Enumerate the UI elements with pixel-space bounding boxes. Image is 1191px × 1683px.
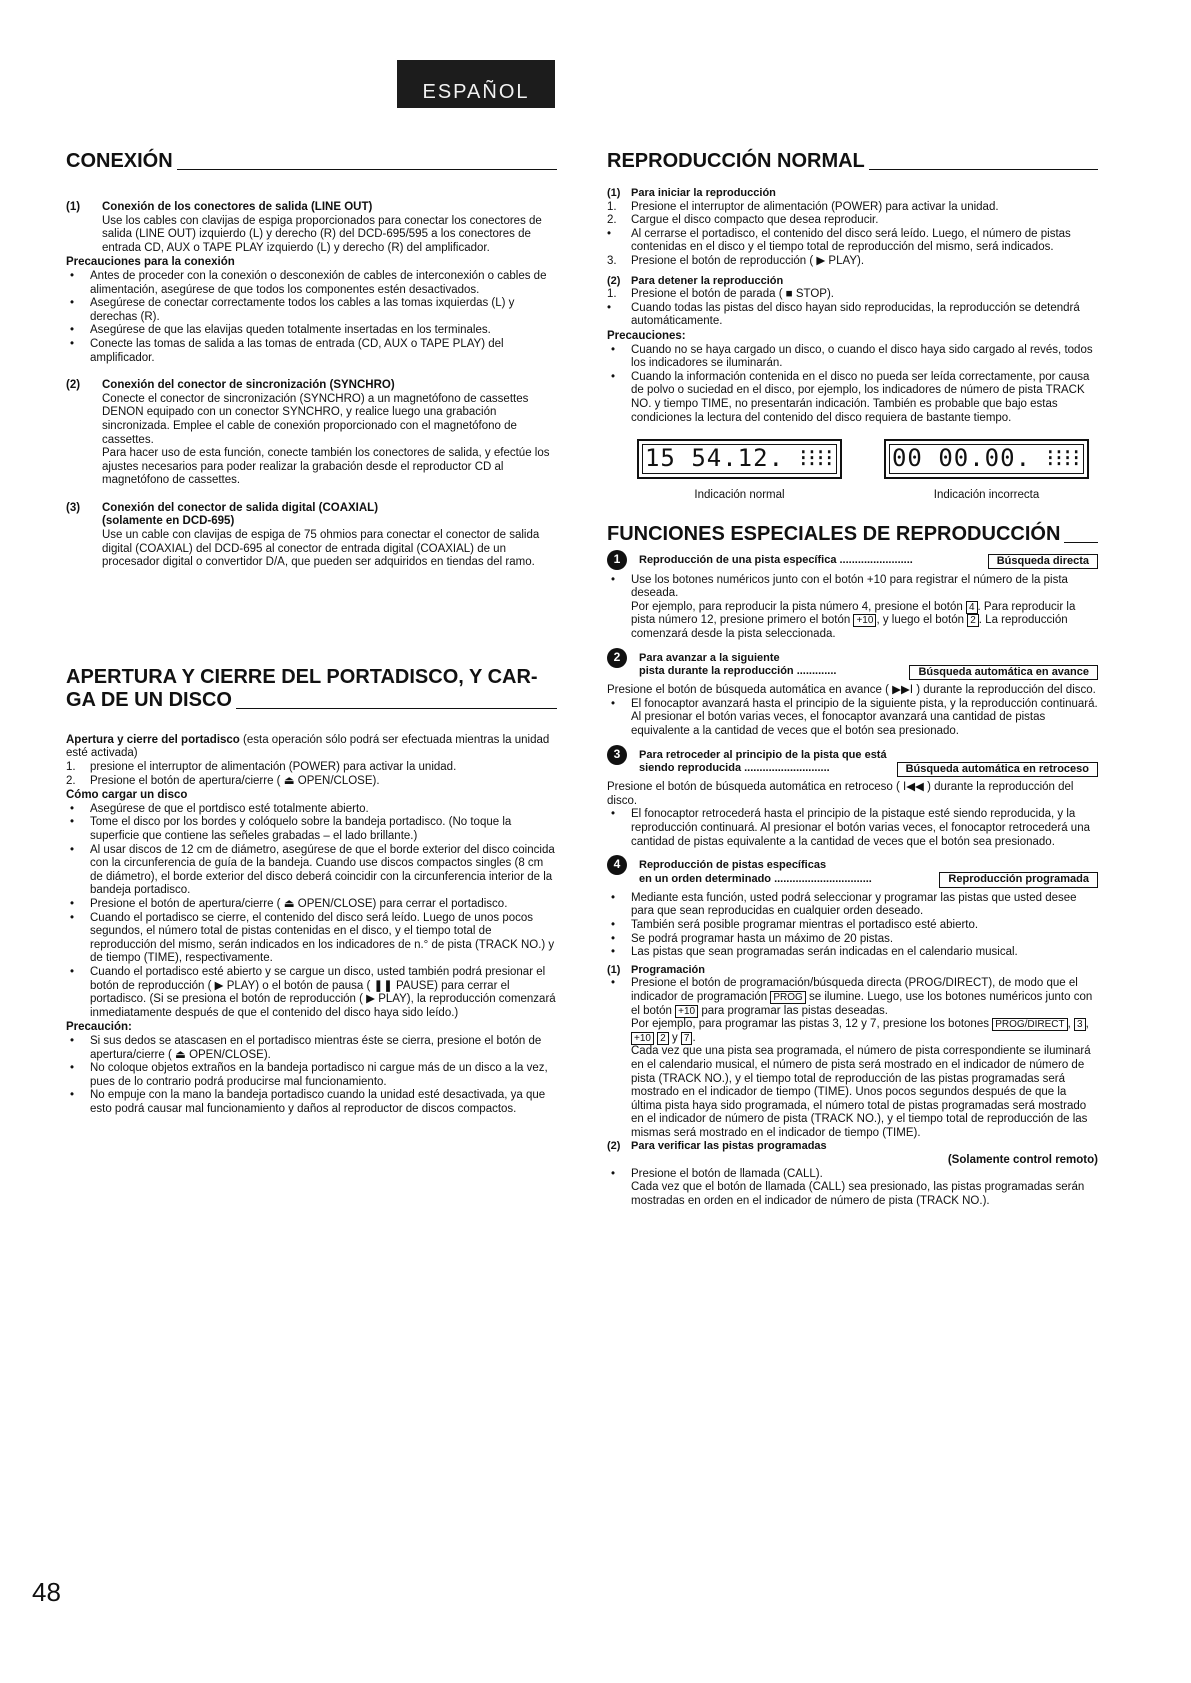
section-title-normal: REPRODUCCIÓN NORMAL [607,150,1098,173]
lcd-incorrect: 00 00.00. ⁝⁝⁝⁝ [884,439,1089,479]
list-item: • Cuando el portadisco se cierre, el contenido del disco será leído. Luego de unos pocos segundos, el número total de pistas contenidas en el disco, y el tiempo total de reproducción del mismo, serán indicados en los indicadores de n.° de pista (TRACK NO.) y de tiempo (TIME), respectivamente. [66,912,557,966]
list-item: 2. Cargue el disco compacto que desea reproducir. [607,214,879,227]
list-item: • Las pistas que sean programadas serán indicadas en el calendario musical. [607,946,1098,960]
paragraph: Presione el botón de búsqueda automática en avance ( ▶▶I ) durante la reproducción del disco. [607,684,1096,697]
number-button-4: 4 [966,601,978,614]
subheading: Cómo cargar un disco [66,789,188,802]
list-item: • Al cerrarse el portadisco, el contenido del disco será leído. Luego, el número de pistas contenidas en el disco y el tiempo total de reproducción del mismo, será indicados. [607,227,1071,254]
carga-list [66,803,557,1021]
list-item: 3. Presione el botón de reproducción ( ▶ PLAY). [607,254,865,267]
feature-auto-search-forward: 2 Para avanzar a la siguiente pista durante la reproducción ............. Búsqueda automática en avance Presione el botón de búsqueda automática en avance ( ▶▶I ) durante la reproducción del disco. • El fonocaptor avanzará hasta el principio de la siguiente pista, y la reproducción continuará. Al presionar el botón varias veces, el fonocaptor avanzará una cantidad de pistas equivalente a la cantidad de veces que el botón sea presionado. [607,652,1098,739]
list-item: • Antes de proceder con la conexión o desconexión de cables de interconexión o cables de alimentación, asegúrese de que todos los componentes estén desactivados. [66,270,557,297]
list-item: • Tome el disco por los bordes y colóquelo sobre la bandeja portadisco. (No toque la superficie que contiene las señeles grabadas – el lado brillante.) [66,816,557,843]
subheading: Precaución: [66,1021,132,1034]
normal-precautions [607,344,1098,426]
number-badge: 4 [607,855,627,875]
list-item: • El fonocaptor retrocederá hasta el principio de la pistaque esté siendo reproducida, y la reproducción continuará. Al presionar el botón varias veces, el fonocaptor retrocederá una cantidad de pistas equivalente a la cantidad de veces que el botón sea presionado. [607,808,1098,849]
prog-indicator: PROG [770,991,805,1004]
feature-direct-search: 1 Reproducción de una pista específica ........................ Búsqueda directa • Use los botones numéricos junto con el botón +10 para registrar el número de la pista deseada. Por ejemplo, para reproducir la pista número 4, presione el botón 4 . Para reproducir la pista número 12, presione primero el botón +10 , y luego el botón 2 . La reproducción comenzará desde la pista seleccionada. [607,554,1098,642]
right-column: REPRODUCCIÓN NORMAL (1) Para iniciar la reproducción 1. Presione el interruptor de alimentación (POWER) para activar la unidad. 2. Cargue el disco compacto que desea reproducir. • Al cerrarse el portadisco, el contenido del disco será leído. Luego, el número de pistas contenidas en el disco y el tiempo total de reproducción del mismo, será indicados. 3. Presione el botón de reproducción ( ▶ PLAY). (2) Para detener la reproducción 1. Presione el botón de parada ( ■ STOP). • Cuando todas las pistas del disco hayan sido reproducidas, la reproducción se detendrá automáticamente. Precauciones: • Cuando no se haya cargado un disco, o cuando el disco haya sido cargado al revés, todos los indicadores se iluminarán. • Cuando la información contenida en el disco no pueda ser leída correctamente, por causa de polvo o suciedad en el disco, por ejemplo, los indicadores de número de pista TRACK NO. y tiempo TIME, no presentarán indicación. También es probable que bajo estas condiciones la lectura del contenido del disco requiera de bastante tiempo. 15 54.12. ⁝⁝⁝⁝ Indicación normal 00 00.00. ⁝⁝⁝⁝ Indicación incorrecta FUNCIONES ESPECIALES DE REPRODUCCIÓN 1 Reproducción de una pista específica ........................ Búsqueda directa • Use los botones numéricos junto con el botón +10 para registrar el número de la pista deseada. Por ejemplo, para reproducir la pista número 4, presione el botón 4 . Para reproducir la pista número 12, presione primero el botón +10 , y luego el botón 2 . La reproducción comenzará desde la pista seleccionada. 2 Para avanzar a la siguiente pista durante la reproducción ............. Búsqueda automática en avance Presione el botón de búsqueda automática en avance ( ▶▶I ) durante la reproducción del disco. • El fonocaptor avanzará hasta el principio de la siguiente pista, y la reproducción continuará. Al presionar el botón varias veces, el fonocaptor avanzará una cantidad de pistas equivalente a la cantidad de veces que el botón sea presionado. 3 Para retroceder al principio de la pista que está siendo reproducida ............................ Búsqueda automática en retroceso Presione el botón de búsqueda automática en retroceso ( I◀◀ ) durante la reproducción del disco. • El fonocaptor retrocederá hasta el principio de la pistaque esté siendo reproducida, y la reproducción continuará. Al presionar el botón varias veces, el fonocaptor retrocederá una cantidad de pistas equivalente a la cantidad de veces que el botón sea presionado. 4 Reproducción de pistas específicas en un orden determinado ................................ Reproducción programada • Mediante esta función, usted podrá seleccionar y programar las pistas que usted desee para que sean reproducidas en cualquier orden deseado. • También será posible programar mientras el portadisco esté abierto. • Se podrá programar hasta un máximo de 20 pistas. • Las pistas que sean programadas serán indicadas en el calendario musical. (1) Programación • Presione el botón de programación/búsqueda directa (PROG/DIRECT), de modo que el indicador de programación PROG se ilumine. Luego, use los botones numéricos junto con el botón +10 para programar las pistas deseadas. Por ejemplo, para programar las pistas 3, 12 y 7, presione los botones PROG/DIRECT , 3 , +10 2 y 7 . Cada vez que una pista sea programada, el número de pista correspondiente se iluminará en el calendario musical, el número de pista será mostrado en el indicador de número de pista (TRACK NO.), y el tiempo total de reproducción de las pistas programadas será mostrado en el indicador de tiempo (TIME). Unos pocos segundos después de que la última pista haya sido programada, el número total de pistas programadas será mostrado en el indicador de número de pista (TRACK NO.), y el tiempo total de reproducción de las mismas será mostrado en el indicador de tiempo (TIME). (2) Para verificar las pistas programadas (Solamente control remoto) • Presione el botón de llamada (CALL). Cada vez que el botón de llamada (CALL) sea presionado, las pistas programadas serán mostradas en orden en el indicador de número de pista (TRACK NO.). [607,150,1098,1208]
list-item: • Conecte las tomas de salida a las tomas de entrada (CD, AUX o TAPE PLAY) del amplificador. [66,338,557,365]
function-label-box: Búsqueda automática en retroceso [897,762,1098,778]
subheading: Precauciones para la conexión [66,256,235,269]
display-normal [637,439,842,503]
list-item: • Cuando todas las pistas del disco hayan sido reproducidas, la reproducción se detendrá automáticamente. [607,301,1080,328]
precautions-list [66,270,557,365]
plus10-button: +10 [675,1005,698,1018]
list-item: • Presione el botón de programación/búsqueda directa (PROG/DIRECT), de modo que el indicador de programación PROG se ilumine. Luego, use los botones numéricos junto con el botón +10 para programar las pistas deseadas. [607,977,1098,1018]
list-item: • Cuando el portadisco esté abierto y se cargue un disco, usted también podrá presionar el botón de reproducción ( ▶ PLAY) o el botón de pausa ( ❚❚ PAUSE) para cerrar el portadisco. (Si se presiona el botón de reproducción ( ▶ PLAY), la reproducción comenzará inmediatamente después de que el contenido del disco haya sido leído.) [66,966,557,1020]
list-item: • No coloque objetos extraños en la bandeja portadisco ni cargue más de un disco a la vez, pues de lo contrario podrá producirse mal funcionamiento. [66,1062,557,1089]
paragraph: Conecte el conector de sincronización (SYNCHRO) a un magnetófono de cassettes DENON equipado con un conector SYNCHRO, y realice luego una grabación sincronizada. Emplee el cable de conexión proporcionado con el magnetófono de cassettes. [102,392,529,446]
paragraph: Para hacer uso de esta función, conecte también los conectores de salida, y efectúe los ajustes necesarios para poder realizar la grabación desde el reproductor CD al magnetófono de cassettes. [102,447,550,487]
apertura-steps [66,761,557,788]
list-item: • Asegúrese de conectar correctamente todos los cables a las tomas ixquierdas (L) y derechas (R). [66,297,557,324]
list-item: • Al usar discos de 12 cm de diámetro, asegúrese de que el borde exterior del disco coincida con la circunferencia de guía de la bandeja. Cuando use discos compactos singles (8 cm de diámetro), el borde exterior del disco deberá coincidir con la circunferencia interior de la bandeja portadisco. [66,844,557,898]
list-item: • Mediante esta función, usted podrá seleccionar y programar las pistas que usted desee para que sean reproducidas en cualquier orden deseado. [607,892,1098,919]
paragraph: Por ejemplo, para programar las pistas 3, 12 y 7, presione los botones PROG/DIRECT , 3 , +10 2 y 7 . [631,1018,1089,1044]
list-item: • Use los botones numéricos junto con el botón +10 para registrar el número de la pista deseada. [607,574,1098,601]
list-item: • También será posible programar mientras el portadisco esté abierto. [607,919,1098,933]
remote-only-note: (Solamente control remoto) [947,1154,1098,1167]
lcd-normal: 15 54.12. ⁝⁝⁝⁝ [637,439,842,479]
list-item: • El fonocaptor avanzará hasta el principio de la siguiente pista, y la reproducción continuará. Al presionar el botón varias veces, el fonocaptor avanzará una cantidad de pistas equivalente a la cantidad de veces que el botón sea presionado. [607,698,1098,739]
feature-auto-search-reverse: 3 Para retroceder al principio de la pista que está siendo reproducida ............................ Búsqueda automática en retroceso Presione el botón de búsqueda automática en retroceso ( I◀◀ ) durante la reproducción del disco. • El fonocaptor retrocederá hasta el principio de la pistaque esté siendo reproducida, y la reproducción continuará. Al presionar el botón varias veces, el fonocaptor retrocederá una cantidad de pistas equivalente a la cantidad de veces que el botón sea presionado. [607,749,1098,850]
plus10-button: +10 [631,1032,654,1045]
list-item: 1. presione el interruptor de alimentación (POWER) para activar la unidad. [66,761,457,774]
left-column [66,150,557,1116]
paragraph: Use un cable con clavijas de espiga de 75 ohmios para conectar el conector de salida digital (COAXIAL) del DCD-695 al conector de entrada digital (COAXIAL) de un procesador digital o convertidor D/A, que pueden ser adquiridos en tiendas del ramo. [102,529,540,569]
section-title-especiales: FUNCIONES ESPECIALES DE REPRODUCCIÓN [607,523,1098,546]
section-title-conexion: CONEXIÓN [66,150,557,173]
apertura-precautions [66,1035,557,1117]
paragraph: Use los cables con clavijas de espiga proporcionados para conectar los conectores de salida (LINE OUT) izquierdo (L) y derecho (R) del DCD-695/595 a los conectores de entrada CD, AUX o TAPE PLAY izquierdo (L) y derecho (R) del amplificador. [102,214,542,254]
number-badge: 1 [607,550,627,570]
subheading: (solamente en DCD-695) [102,515,235,528]
subheading: Precauciones: [607,329,686,342]
number-badge: 3 [607,745,627,765]
number-button-2: 2 [657,1032,669,1045]
language-tab [397,60,555,108]
function-label-box: Búsqueda automática en avance [909,665,1098,681]
function-label-box: Reproducción programada [939,872,1098,888]
paragraph: Presione el botón de búsqueda automática en retroceso ( I◀◀ ) durante la reproducción del disco. [607,781,1074,807]
list-item: • Se podrá programar hasta un máximo de 20 pistas. [607,933,1098,947]
list-item: • Si sus dedos se atascasen en el portadisco mientras éste se cierra, presione el botón de apertura/cierre ( ⏏ OPEN/CLOSE). [66,1035,557,1062]
list-item: • Cuando la información contenida en el disco no pueda ser leída correctamente, por causa de polvo o suciedad en el disco, por ejemplo, los indicadores de número de pista TRACK NO. y tiempo TIME, no presentarán indicación. También es probable que bajo estas condiciones la lectura del contenido del disco requiera de bastante tiempo. [607,371,1098,425]
feature-programmed-play: 4 Reproducción de pistas específicas en un orden determinado ................................ Reproducción programada • Mediante esta función, usted podrá seleccionar y programar las pistas que usted desee para que sean reproducidas en cualquier orden deseado. • También será posible programar mientras el portadisco esté abierto. • Se podrá programar hasta un máximo de 20 pistas. • Las pistas que sean programadas serán indicadas en el calendario musical. (1) Programación • Presione el botón de programación/búsqueda directa (PROG/DIRECT), de modo que el indicador de programación PROG se ilumine. Luego, use los botones numéricos junto con el botón +10 para programar las pistas deseadas. Por ejemplo, para programar las pistas 3, 12 y 7, presione los botones PROG/DIRECT , 3 , +10 2 y 7 . Cada vez que una pista sea programada, el número de pista correspondiente se iluminará en el calendario musical, el número de pista será mostrado en el indicador de número de pista (TRACK NO.), y el tiempo total de reproducción de las pistas programadas será mostrado en el indicador de tiempo (TIME). Unos pocos segundos después de que la última pista haya sido programada, el número total de pistas programadas será mostrado en el indicador de número de pista (TRACK NO.), y el tiempo total de reproducción de las mismas será mostrado en el indicador de tiempo (TIME). (2) Para verificar las pistas programadas (Solamente control remoto) • Presione el botón de llamada (CALL). Cada vez que el botón de llamada (CALL) sea presionado, las pistas programadas serán mostradas en orden en el indicador de número de pista (TRACK NO.). [607,859,1098,1208]
number-button-2: 2 [967,614,979,627]
paragraph: Por ejemplo, para reproducir la pista número 4, presione el botón 4 . Para reproducir la pista número 12, presione primero el botón +10 , y luego el botón 2 . La reproducción comenzará desde la pista seleccionada. [631,600,1076,641]
prog-direct-button: PROG/DIRECT [992,1018,1067,1031]
plus10-button: +10 [853,614,876,627]
number-badge: 2 [607,648,627,668]
display-incorrect [884,439,1089,503]
caption: Indicación normal [694,489,785,502]
list-item: 2. Presione el botón de apertura/cierre ( ⏏ OPEN/CLOSE). [66,774,380,787]
caption: Indicación incorrecta [933,489,1040,502]
section-title-apertura: APERTURA Y CIERRE DEL PORTADISCO, Y CAR- GA DE UN DISCO [66,666,557,712]
paragraph: Cada vez que el botón de llamada (CALL) sea presionado, las pistas programadas serán mostradas en orden en el indicador de número de pista (TRACK NO.). [631,1181,1085,1207]
normal-stop-steps [607,288,1098,329]
list-item: 1. Presione el botón de parada ( ■ STOP). [607,288,834,301]
number-button-7: 7 [681,1032,693,1045]
list-item: • Asegúrese de que las elavijas queden totalmente insertadas en los terminales. [66,324,557,338]
list-item: • No empuje con la mano la bandeja portadisco cuando la unidad esté desactivada, ya que esto podrá causar mal funcionamiento y daños al reproductor de discos compactos. [66,1089,557,1116]
language-label: ESPAÑOL [422,81,530,103]
conexion-line-out: (1) Conexión de los conectores de salida (LINE OUT) Use los cables con clavijas de espiga proporcionados para conectar los conectores de salida (LINE OUT) izquierdo (L) y derecho (R) del DCD-695/595 a los conectores de entrada CD, AUX o TAPE PLAY izquierdo (L) y derecho (R) del amplificador. Precauciones para la conexión • Antes de proceder con la conexión o desconexión de cables de interconexión o cables de alimentación, asegúrese de que todos los componentes estén desactivados. • Asegúrese de conectar correctamente todos los cables a las tomas ixquierdas (L) y derechas (R). • Asegúrese de que las elavijas queden totalmente insertadas en los terminales. • Conecte las tomas de salida a las tomas de entrada (CD, AUX o TAPE PLAY) del amplificador. [66,201,557,365]
list-item: • Asegúrese de que el portdisco esté totalmente abierto. [66,803,557,817]
paragraph: Cada vez que una pista sea programada, el número de pista correspondiente se iluminará en el calendario musical, el número de pista será mostrado en el indicador de número de pista (TRACK NO.), y el tiempo total de reproducción de las pistas programadas será mostrado en el indicador de tiempo (TIME). Unos pocos segundos después de que la última pista haya sido programada, el número total de pistas programadas será mostrado en el indicador de número de pista (TRACK NO.), y el tiempo total de reproducción de las mismas será mostrado en el indicador de tiempo (TIME). [631,1045,1091,1139]
conexion-synchro: (2) Conexión del conector de sincronización (SYNCHRO) Conecte el conector de sincronización (SYNCHRO) a un magnetófono de cassettes DENON equipado con un conector SYNCHRO, y realice luego una grabación sincronizada. Emplee el cable de conexión proporcionado con el magnetófono de cassettes. Para hacer uso de esta función, conecte también los conectores de salida, y efectúe los ajustes necesarios para poder realizar la grabación desde el reproductor CD al magnetófono de cassettes. [66,379,557,488]
number-button-3: 3 [1074,1018,1086,1031]
list-item: • Cuando no se haya cargado un disco, o cuando el disco haya sido cargado al revés, todos los indicadores se iluminarán. [607,344,1098,371]
list-item: • Presione el botón de llamada (CALL). [607,1168,1098,1182]
page-number: 48 [32,1577,61,1607]
apertura-intro: Apertura y cierre del portadisco (esta operación sólo podrá ser efectuada mientras la unidad esté activada) [66,733,550,760]
function-label-box: Búsqueda directa [988,554,1098,570]
conexion-coaxial: (3) Conexión del conector de salida digital (COAXIAL) (solamente en DCD-695) Use un cable con clavijas de espiga de 75 ohmios para conectar el conector de salida digital (COAXIAL) del DCD-695 al conector de entrada digital (COAXIAL) de un procesador digital o convertidor D/A, que pueden ser adquiridos en tiendas del ramo. [66,502,557,570]
list-item: 1. Presione el interruptor de alimentación (POWER) para activar la unidad. [607,200,999,213]
list-item: • Presione el botón de apertura/cierre ( ⏏ OPEN/CLOSE) para cerrar el portadisco. [66,898,557,912]
display-examples [637,439,1089,503]
normal-start-steps [607,201,1098,269]
